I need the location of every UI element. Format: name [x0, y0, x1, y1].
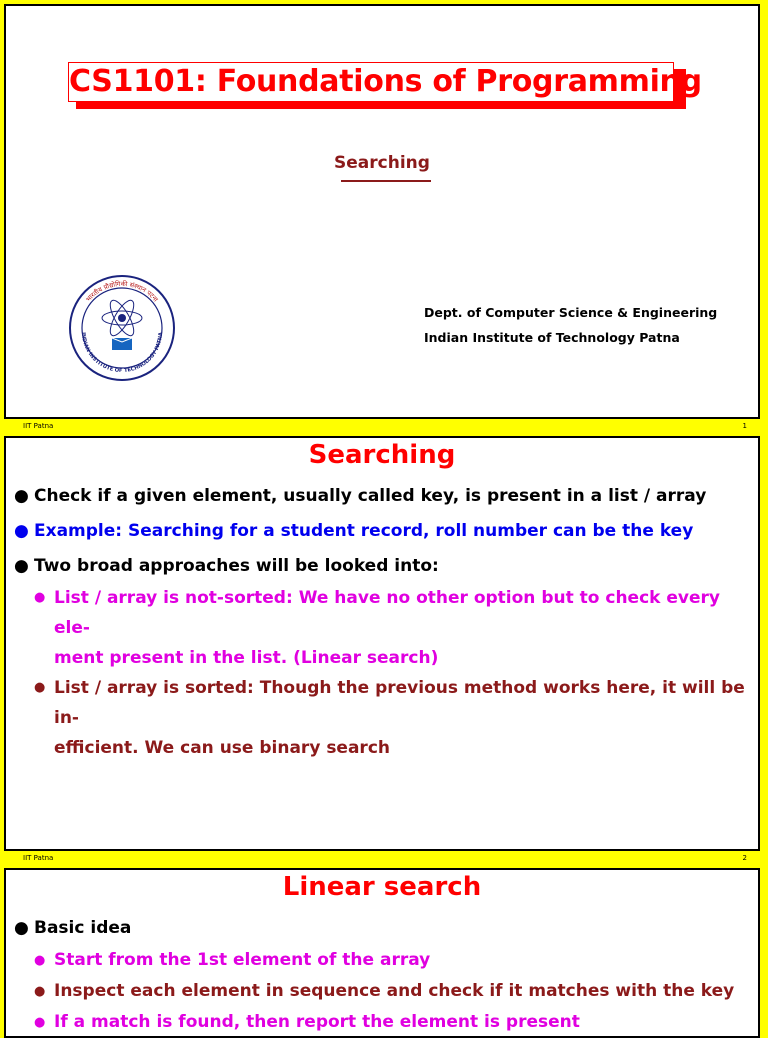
bullet-list	[12, 917, 754, 1038]
page-number: 2	[742, 854, 747, 862]
bullet-item	[12, 485, 754, 507]
bullet-dot-icon: ●	[34, 1015, 46, 1030]
department-line: Dept. of Computer Science & Engineering	[424, 305, 718, 320]
slide-footer	[0, 420, 768, 434]
slide-heading: Linear search	[282, 872, 482, 902]
bullet-dot-icon: ●	[14, 486, 29, 506]
iit-patna-logo	[68, 274, 176, 382]
sub-bullet-text: Inspect each element in sequence and check if it matches with the key	[54, 981, 735, 1001]
linear-search-slide	[4, 868, 760, 1038]
slide-heading: Searching	[308, 440, 456, 470]
course-title-box	[68, 62, 702, 108]
footer-left-label: IIT Patna	[23, 422, 54, 430]
bullet-text: Basic idea	[34, 918, 132, 938]
sub-bullet-text-line: ment present in the list. (Linear search)	[54, 648, 439, 668]
title-slide	[4, 4, 760, 419]
sub-bullet-item	[12, 673, 754, 763]
bullet-dot-icon: ●	[34, 680, 46, 695]
page-number: 1	[742, 422, 747, 430]
sub-bullet-text: If a match is found, then report the element is present	[54, 1012, 580, 1032]
bullet-text: Example: Searching for a student record, roll number can be the key	[34, 521, 694, 541]
sub-bullet-item	[12, 1007, 754, 1038]
slide-subtitle: Searching	[334, 153, 430, 173]
bullet-dot-icon: ●	[14, 556, 29, 576]
searching-slide	[4, 436, 760, 851]
bullet-item	[12, 555, 754, 577]
sub-bullet-text-line: List / array is not-sorted: We have no other option but to check every ele-	[54, 588, 720, 638]
bullet-list	[12, 485, 754, 763]
sub-bullet-text: Start from the 1st element of the array	[54, 950, 431, 970]
sub-bullet-text-line: efficient. We can use binary search	[54, 738, 390, 758]
bullet-dot-icon: ●	[14, 918, 29, 938]
slide-footer	[0, 852, 768, 866]
bullet-text: Check if a given element, usually called key, is present in a list / array	[34, 486, 707, 506]
institute-line: Indian Institute of Technology Patna	[424, 330, 680, 345]
bullet-dot-icon: ●	[34, 590, 46, 605]
sub-bullet-text-line: List / array is sorted: Though the previous method works here, it will be in-	[54, 678, 745, 728]
sub-bullet-item	[12, 945, 754, 976]
sub-bullet-item	[12, 583, 754, 673]
logo-english-text: INDIAN INSTITUTE OF TECHNOLOGY PATNA	[79, 332, 165, 375]
sub-bullet-item	[12, 976, 754, 1007]
subtitle-underline	[341, 180, 431, 182]
course-title: CS1101: Foundations of Programming	[68, 62, 674, 102]
bullet-dot-icon: ●	[34, 984, 46, 999]
bullet-item	[12, 917, 754, 939]
bullet-dot-icon: ●	[14, 521, 29, 541]
logo-hindi-text: भारतीय प्रौद्योगिकी संस्थान पटना	[84, 279, 160, 304]
bullet-text: Two broad approaches will be looked into:	[34, 556, 439, 576]
department-info	[424, 300, 717, 350]
bullet-dot-icon: ●	[34, 953, 46, 968]
footer-left-label: IIT Patna	[23, 854, 54, 862]
bullet-item	[12, 520, 754, 542]
